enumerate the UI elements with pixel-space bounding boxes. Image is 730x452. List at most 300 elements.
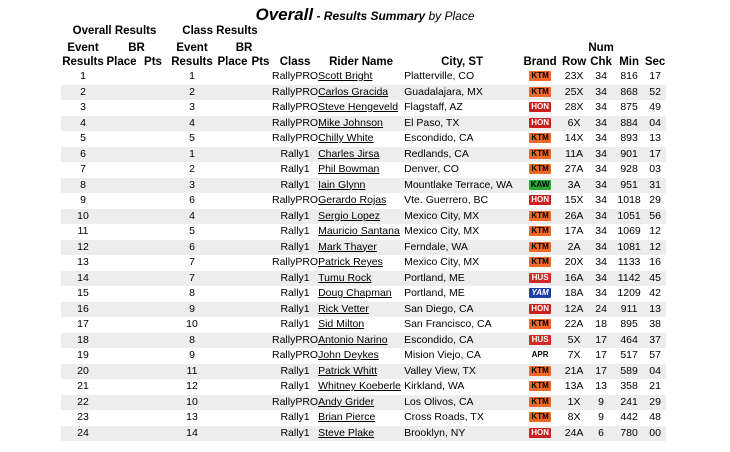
table-row (61, 333, 666, 349)
class-br-place-cell (216, 348, 249, 364)
city-cell: Denver, CO (404, 162, 520, 178)
class-br-place-cell (216, 224, 249, 240)
row-cell: 28X (560, 100, 588, 116)
rider-name-link[interactable]: Steve Hengeveld (318, 100, 404, 116)
class-cell: Rally1 (272, 147, 318, 163)
brand-cell (520, 131, 560, 147)
city-cell: San Francisco, CA (404, 317, 520, 333)
table-row (61, 147, 666, 163)
row-cell: 18A (560, 286, 588, 302)
overall-place-cell: 24 (61, 426, 105, 442)
min-cell: 780 (614, 426, 644, 442)
overall-br-place-cell (105, 333, 138, 349)
rider-name-link[interactable]: Patrick Reyes (318, 255, 404, 271)
chk-cell: 34 (588, 116, 614, 132)
overall-place-cell: 5 (61, 131, 105, 147)
class-cell: RallyPRO (272, 348, 318, 364)
class-place-cell: 5 (168, 224, 216, 240)
rider-name-link[interactable]: Chilly White (318, 131, 404, 147)
overall-br-place-cell (105, 69, 138, 85)
chk-cell: 9 (588, 395, 614, 411)
brand-badge: KTM (529, 242, 551, 252)
overall-br-pts-cell (138, 379, 168, 395)
class-place-cell: 5 (168, 131, 216, 147)
class-br-place-cell (216, 147, 249, 163)
class-br-place-cell (216, 317, 249, 333)
class-br-pts-cell (249, 348, 272, 364)
chk-cell: 34 (588, 240, 614, 256)
overall-place-cell: 7 (61, 162, 105, 178)
class-cell: Rally1 (272, 271, 318, 287)
brand-cell (520, 379, 560, 395)
overall-br-place-cell (105, 395, 138, 411)
min-cell: 358 (614, 379, 644, 395)
class-br-place-cell (216, 178, 249, 194)
class-br-pts-cell (249, 426, 272, 442)
class-br-pts-cell (249, 193, 272, 209)
overall-br-pts-cell (138, 333, 168, 349)
rider-name-link[interactable]: John Deykes (318, 348, 404, 364)
class-br-pts-cell (249, 178, 272, 194)
min-cell: 868 (614, 85, 644, 101)
overall-br-pts-cell (138, 85, 168, 101)
col-row: Row (561, 56, 587, 68)
col-event-overall-top: Event (67, 42, 99, 54)
col-class: Class (279, 56, 311, 68)
overall-place-cell: 8 (61, 178, 105, 194)
class-place-cell: 12 (168, 379, 216, 395)
class-cell: RallyPRO (272, 131, 318, 147)
class-br-place-cell (216, 255, 249, 271)
col-rider-name: Rider Name (329, 56, 394, 68)
sec-cell: 29 (644, 395, 666, 411)
overall-br-place-cell (105, 131, 138, 147)
chk-cell: 34 (588, 100, 614, 116)
col-br-pts-overall: Pts (144, 56, 162, 68)
row-cell: 22A (560, 317, 588, 333)
city-cell: Vte. Guerrero, BC (404, 193, 520, 209)
brand-cell (520, 395, 560, 411)
class-br-pts-cell (249, 410, 272, 426)
rider-name-link[interactable]: Tumu Rock (318, 271, 404, 287)
class-place-cell: 6 (168, 193, 216, 209)
class-br-pts-cell (249, 85, 272, 101)
rider-name-link[interactable]: Sid Milton (318, 317, 404, 333)
row-cell: 13A (560, 379, 588, 395)
col-br-pts-class: Pts (251, 56, 270, 68)
title-sub: - Results Summary (313, 9, 426, 23)
overall-br-place-cell (105, 147, 138, 163)
col-event-class-top: Event (176, 42, 208, 54)
class-br-place-cell (216, 162, 249, 178)
rider-name-link[interactable]: Scott Bright (318, 69, 404, 85)
brand-cell (520, 426, 560, 442)
overall-br-pts-cell (138, 410, 168, 426)
class-br-pts-cell (249, 395, 272, 411)
sec-cell: 57 (644, 348, 666, 364)
rider-name-link[interactable]: Antonio Narino (318, 333, 404, 349)
brand-cell (520, 410, 560, 426)
city-cell: Mexico City, MX (404, 224, 520, 240)
city-cell: Flagstaff, AZ (404, 100, 520, 116)
class-br-place-cell (216, 426, 249, 442)
rider-name-link[interactable]: Iain Glynn (318, 178, 404, 194)
brand-badge: HON (529, 195, 551, 205)
table-row (61, 379, 666, 395)
class-place-cell: 1 (168, 69, 216, 85)
col-event-results-overall: Results (62, 56, 104, 68)
col-br-overall-top: BR (128, 42, 145, 54)
overall-place-cell: 18 (61, 333, 105, 349)
overall-place-cell: 22 (61, 395, 105, 411)
sec-cell: 13 (644, 302, 666, 318)
class-place-cell: 2 (168, 85, 216, 101)
rider-name-link[interactable]: Whitney Koeberle (318, 379, 404, 395)
table-row (61, 317, 666, 333)
city-cell: Los Olivos, CA (404, 395, 520, 411)
brand-cell (520, 85, 560, 101)
sec-cell: 21 (644, 379, 666, 395)
table-row (61, 395, 666, 411)
class-place-cell: 8 (168, 333, 216, 349)
min-cell: 517 (614, 348, 644, 364)
brand-cell (520, 302, 560, 318)
table-row (61, 224, 666, 240)
min-cell: 1142 (614, 271, 644, 287)
brand-badge: KTM (529, 133, 551, 143)
class-br-place-cell (216, 410, 249, 426)
row-cell: 11A (560, 147, 588, 163)
overall-br-pts-cell (138, 317, 168, 333)
sec-cell: 17 (644, 69, 666, 85)
brand-cell (520, 317, 560, 333)
city-cell: Mexico City, MX (404, 255, 520, 271)
min-cell: 901 (614, 147, 644, 163)
overall-results-header: Overall Results (72, 25, 157, 37)
table-row (61, 426, 666, 442)
row-cell: 20X (560, 255, 588, 271)
min-cell: 589 (614, 364, 644, 380)
table-row (61, 364, 666, 380)
class-br-pts-cell (249, 317, 272, 333)
rider-name-link[interactable]: Rick Vetter (318, 302, 404, 318)
row-cell: 17A (560, 224, 588, 240)
min-cell: 1051 (614, 209, 644, 225)
overall-br-place-cell (105, 85, 138, 101)
class-br-place-cell (216, 100, 249, 116)
class-cell: Rally1 (272, 317, 318, 333)
brand-badge: HON (529, 118, 551, 128)
rider-name-link[interactable]: Patrick Whitt (318, 364, 404, 380)
row-cell: 23X (560, 69, 588, 85)
overall-br-pts-cell (138, 271, 168, 287)
rider-name-link[interactable]: Steve Plake (318, 426, 404, 442)
chk-cell: 34 (588, 147, 614, 163)
chk-cell: 17 (588, 348, 614, 364)
class-place-cell: 3 (168, 178, 216, 194)
overall-place-cell: 3 (61, 100, 105, 116)
sec-cell: 42 (644, 286, 666, 302)
col-br-place-overall: Place (106, 56, 137, 68)
class-cell: RallyPRO (272, 193, 318, 209)
overall-place-cell: 13 (61, 255, 105, 271)
brand-cell (520, 69, 560, 85)
row-cell: 27A (560, 162, 588, 178)
class-place-cell: 10 (168, 395, 216, 411)
min-cell: 442 (614, 410, 644, 426)
rider-name-link[interactable]: Doug Chapman (318, 286, 404, 302)
class-cell: RallyPRO (272, 85, 318, 101)
class-cell: Rally1 (272, 426, 318, 442)
class-br-pts-cell (249, 302, 272, 318)
chk-cell: 24 (588, 302, 614, 318)
brand-badge: HUS (529, 273, 551, 283)
class-br-place-cell (216, 302, 249, 318)
overall-br-place-cell (105, 302, 138, 318)
city-cell: Mexico City, MX (404, 209, 520, 225)
overall-br-pts-cell (138, 209, 168, 225)
overall-br-pts-cell (138, 116, 168, 132)
chk-cell: 34 (588, 178, 614, 194)
overall-place-cell: 10 (61, 209, 105, 225)
row-cell: 16A (560, 271, 588, 287)
overall-br-pts-cell (138, 348, 168, 364)
rider-name-link[interactable]: Mauricio Santana (318, 224, 404, 240)
brand-badge: KTM (529, 164, 551, 174)
brand-badge: KTM (529, 319, 551, 329)
city-cell: Brooklyn, NY (404, 426, 520, 442)
class-place-cell: 10 (168, 317, 216, 333)
class-br-place-cell (216, 193, 249, 209)
class-place-cell: 7 (168, 255, 216, 271)
sec-cell: 12 (644, 224, 666, 240)
class-cell: Rally1 (272, 224, 318, 240)
overall-place-cell: 20 (61, 364, 105, 380)
overall-place-cell: 2 (61, 85, 105, 101)
table-row (61, 240, 666, 256)
class-cell: RallyPRO (272, 100, 318, 116)
city-cell: San Diego, CA (404, 302, 520, 318)
col-brand: Brand (523, 56, 557, 68)
brand-badge: KTM (529, 412, 551, 422)
chk-cell: 17 (588, 333, 614, 349)
city-cell: Guadalajara, MX (404, 85, 520, 101)
table-row (61, 286, 666, 302)
min-cell: 911 (614, 302, 644, 318)
header-row-groups (61, 24, 666, 41)
overall-br-pts-cell (138, 302, 168, 318)
table-row (61, 162, 666, 178)
chk-cell: 34 (588, 85, 614, 101)
overall-br-place-cell (105, 379, 138, 395)
rider-name-link[interactable]: Sergio Lopez (318, 209, 404, 225)
overall-place-cell: 6 (61, 147, 105, 163)
class-cell: Rally1 (272, 379, 318, 395)
city-cell: Escondido, CA (404, 131, 520, 147)
table-row (61, 178, 666, 194)
table-row (61, 410, 666, 426)
sec-cell: 04 (644, 364, 666, 380)
rider-name-link[interactable]: Phil Bowman (318, 162, 404, 178)
brand-badge: KAW (530, 179, 550, 189)
rider-name-link[interactable]: Brian Pierce (318, 410, 404, 426)
sec-cell: 31 (644, 178, 666, 194)
brand-badge: HON (529, 102, 551, 112)
overall-br-place-cell (105, 286, 138, 302)
min-cell: 951 (614, 178, 644, 194)
min-cell: 1081 (614, 240, 644, 256)
min-cell: 884 (614, 116, 644, 132)
table-row (61, 255, 666, 271)
city-cell: Portland, ME (404, 286, 520, 302)
brand-badge: KTM (529, 71, 551, 81)
chk-cell: 34 (588, 131, 614, 147)
class-br-pts-cell (249, 209, 272, 225)
overall-place-cell: 14 (61, 271, 105, 287)
chk-cell: 34 (588, 209, 614, 225)
city-cell: Portland, ME (404, 271, 520, 287)
table-row (61, 100, 666, 116)
class-cell: Rally1 (272, 302, 318, 318)
row-cell: 25X (560, 85, 588, 101)
brand-cell (520, 162, 560, 178)
brand-badge: APR (531, 350, 549, 360)
min-cell: 928 (614, 162, 644, 178)
class-place-cell: 9 (168, 302, 216, 318)
title-by: by Place (425, 9, 475, 23)
overall-br-place-cell (105, 271, 138, 287)
overall-place-cell: 19 (61, 348, 105, 364)
overall-place-cell: 4 (61, 116, 105, 132)
rider-name-link[interactable]: Charles Jirsa (318, 147, 404, 163)
class-cell: Rally1 (272, 240, 318, 256)
rider-name-link[interactable]: Carlos Gracida (318, 85, 404, 101)
overall-br-place-cell (105, 178, 138, 194)
city-cell: Mision Viejo, CA (404, 348, 520, 364)
table-row (61, 348, 666, 364)
class-results-header: Class Results (182, 25, 258, 37)
min-cell: 1018 (614, 193, 644, 209)
col-city-st: City, ST (441, 56, 484, 68)
col-num-top: Num (588, 42, 614, 54)
class-cell: Rally1 (272, 286, 318, 302)
sec-cell: 16 (644, 255, 666, 271)
sec-cell: 13 (644, 131, 666, 147)
class-br-place-cell (216, 364, 249, 380)
overall-place-cell: 1 (61, 69, 105, 85)
class-br-pts-cell (249, 116, 272, 132)
chk-cell: 34 (588, 193, 614, 209)
overall-br-place-cell (105, 348, 138, 364)
table-row (61, 69, 666, 85)
sec-cell: 52 (644, 85, 666, 101)
city-cell: Escondido, CA (404, 333, 520, 349)
class-br-pts-cell (249, 286, 272, 302)
row-cell: 14X (560, 131, 588, 147)
class-br-pts-cell (249, 379, 272, 395)
overall-br-pts-cell (138, 240, 168, 256)
sec-cell: 03 (644, 162, 666, 178)
table-row (61, 271, 666, 287)
chk-cell: 6 (588, 426, 614, 442)
class-place-cell: 7 (168, 271, 216, 287)
header-row-bottom (61, 55, 666, 69)
class-br-place-cell (216, 116, 249, 132)
class-place-cell: 4 (168, 209, 216, 225)
class-br-pts-cell (249, 100, 272, 116)
rider-name-link[interactable]: Andy Grider (318, 395, 404, 411)
brand-badge: KTM (529, 87, 551, 97)
row-cell: 8X (560, 410, 588, 426)
overall-br-place-cell (105, 193, 138, 209)
overall-br-pts-cell (138, 255, 168, 271)
class-br-pts-cell (249, 364, 272, 380)
class-place-cell: 4 (168, 116, 216, 132)
city-cell: Platterville, CO (404, 69, 520, 85)
brand-badge: KTM (529, 211, 551, 221)
class-br-pts-cell (249, 271, 272, 287)
chk-cell: 17 (588, 364, 614, 380)
class-place-cell: 6 (168, 240, 216, 256)
brand-cell (520, 193, 560, 209)
col-event-results-class: Results (171, 56, 213, 68)
brand-badge: KTM (529, 226, 551, 236)
chk-cell: 13 (588, 379, 614, 395)
row-cell: 21A (560, 364, 588, 380)
overall-place-cell: 23 (61, 410, 105, 426)
brand-cell (520, 348, 560, 364)
class-br-pts-cell (249, 131, 272, 147)
class-place-cell: 2 (168, 162, 216, 178)
class-place-cell: 3 (168, 100, 216, 116)
sec-cell: 56 (644, 209, 666, 225)
class-cell: RallyPRO (272, 333, 318, 349)
class-br-place-cell (216, 240, 249, 256)
overall-br-pts-cell (138, 147, 168, 163)
overall-place-cell: 9 (61, 193, 105, 209)
class-br-place-cell (216, 69, 249, 85)
brand-cell (520, 224, 560, 240)
sec-cell: 38 (644, 317, 666, 333)
row-cell: 24A (560, 426, 588, 442)
overall-br-place-cell (105, 100, 138, 116)
class-br-place-cell (216, 209, 249, 225)
min-cell: 875 (614, 100, 644, 116)
chk-cell: 34 (588, 255, 614, 271)
rider-name-link[interactable]: Mark Thayer (318, 240, 404, 256)
sec-cell: 00 (644, 426, 666, 442)
chk-cell: 34 (588, 69, 614, 85)
brand-badge: KTM (529, 397, 551, 407)
min-cell: 895 (614, 317, 644, 333)
sec-cell: 12 (644, 240, 666, 256)
brand-cell (520, 255, 560, 271)
rider-name-link[interactable]: Gerardo Rojas (318, 193, 404, 209)
city-cell: Ferndale, WA (404, 240, 520, 256)
class-cell: Rally1 (272, 364, 318, 380)
col-br-place-class: Place (217, 56, 248, 68)
class-place-cell: 13 (168, 410, 216, 426)
rider-name-link[interactable]: Mike Johnson (318, 116, 404, 132)
class-br-place-cell (216, 379, 249, 395)
table-row (61, 302, 666, 318)
overall-br-place-cell (105, 162, 138, 178)
overall-br-pts-cell (138, 69, 168, 85)
sec-cell: 29 (644, 193, 666, 209)
overall-br-pts-cell (138, 395, 168, 411)
overall-place-cell: 17 (61, 317, 105, 333)
class-br-place-cell (216, 131, 249, 147)
